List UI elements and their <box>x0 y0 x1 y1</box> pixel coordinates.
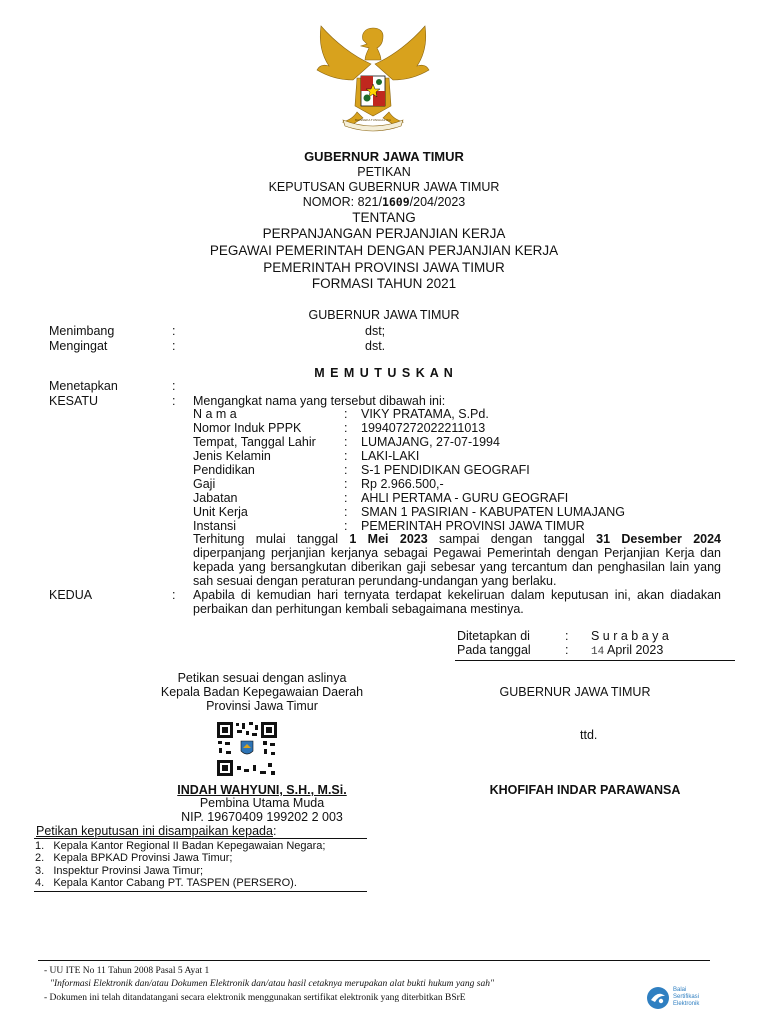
term-paragraph <box>193 532 721 546</box>
place-label: Ditetapkan di <box>457 629 530 643</box>
doc-type: PETIKAN <box>357 165 411 179</box>
distribution-heading-colon: : <box>272 824 277 838</box>
field-colon: : <box>344 407 348 421</box>
distribution-item: 4. Kepala Kantor Cabang PT. TASPEN (PERSERO). <box>35 877 297 889</box>
date-colon: : <box>565 643 569 657</box>
field-value: AHLI PERTAMA - GURU GEOGRAFI <box>361 491 569 505</box>
field-colon: : <box>344 519 348 533</box>
field-value: LUMAJANG, 27-07-1994 <box>361 435 500 449</box>
qr-code <box>216 721 278 777</box>
menimbang-value: dst; <box>365 324 386 338</box>
garuda-emblem <box>313 20 433 132</box>
distribution-item-text: Inspektur Provinsi Jawa Timur; <box>53 865 204 877</box>
field-value: Rp 2.966.500,- <box>361 477 444 491</box>
signed-mark: ttd. <box>580 728 598 742</box>
menetapkan-label: Menetapkan <box>49 379 118 393</box>
date-month-year: April 2023 <box>607 643 664 657</box>
distribution-bottom-rule <box>34 891 367 892</box>
place-colon: : <box>565 629 569 643</box>
field-value: SMAN 1 PASIRIAN - KABUPATEN LUMAJANG <box>361 505 625 519</box>
field-label: Instansi <box>193 519 237 533</box>
menimbang-label: Menimbang <box>49 324 115 338</box>
copy-note-1: Petikan sesuai dengan aslinya <box>177 671 347 685</box>
copy-note-3: Provinsi Jawa Timur <box>206 699 318 713</box>
bsre-logo-icon <box>646 986 670 1010</box>
field-label: Jabatan <box>193 491 238 505</box>
field-colon: : <box>344 491 348 505</box>
field-colon: : <box>344 505 348 519</box>
date-divider <box>455 660 735 661</box>
field-colon: : <box>344 477 348 491</box>
decree-number-suffix: /204/2023 <box>409 195 466 209</box>
distribution-item: 2. Kepala BPKAD Provinsi Jawa Timur; <box>35 852 233 864</box>
bsre-label-1: Balai <box>673 987 687 993</box>
kedua-label: KEDUA <box>49 588 93 602</box>
field-colon: : <box>344 435 348 449</box>
kedua-text: Apabila di kemudian hari ternyata terdapat kekeliruan dalam keputusan ini, akan diadakan perbaikan dan perhitungan kembali sebagaimana mestinya. <box>193 588 721 616</box>
footer-law: - UU ITE No 11 Tahun 2008 Pasal 5 Ayat 1 <box>44 966 210 976</box>
field-value: 199407272022211013 <box>361 421 486 435</box>
subject-line-3: PEMERINTAH PROVINSI JAWA TIMUR <box>263 260 505 275</box>
field-colon: : <box>344 449 348 463</box>
mengingat-colon: : <box>172 339 176 353</box>
subject-line-2: PEGAWAI PEMERINTAH DENGAN PERJANJIAN KERJA <box>209 243 559 258</box>
footer-quote: "Informasi Elektronik dan/atau Dokumen Elektronik dan/atau hasil cetaknya merupakan alat bukti hukum yang sah" <box>50 979 494 989</box>
distribution-item-text: Kepala BPKAD Provinsi Jawa Timur; <box>53 852 233 864</box>
subject-line-1: PERPANJANGAN PERJANJIAN KERJA <box>262 226 506 241</box>
footer-rule <box>38 960 710 961</box>
issuer-title: GUBERNUR JAWA TIMUR <box>304 149 464 164</box>
footer-esign-note: - Dokumen ini telah ditandatangani secara elektronik menggunakan sertifikat elektronik yang diterbitkan BSrE <box>44 993 466 1003</box>
term-text-b: sampai dengan tanggal <box>439 532 585 546</box>
distribution-item-text: Kepala Kantor Cabang PT. TASPEN (PERSERO). <box>53 877 297 889</box>
term-end: 31 Desember 2024 <box>596 532 722 546</box>
field-value: LAKI-LAKI <box>361 449 420 463</box>
bsre-label-2: Sertifikasi <box>673 994 700 1000</box>
term-text-a: Terhitung mulai tanggal <box>193 532 339 546</box>
kesatu-intro: Mengangkat nama yang tersebut dibawah ini: <box>193 394 446 408</box>
field-value: PEMERINTAH PROVINSI JAWA TIMUR <box>361 519 585 533</box>
distribution-heading-text: Petikan keputusan ini disampaikan kepada <box>36 824 273 838</box>
menimbang-colon: : <box>172 324 176 338</box>
right-signer-name: KHOFIFAH INDAR PARAWANSA <box>489 783 681 797</box>
field-label: N a m a <box>193 407 237 421</box>
distribution-heading <box>36 824 276 838</box>
date-value <box>591 643 663 658</box>
left-signer-name: INDAH WAHYUNI, S.H., M.Si. <box>177 783 347 797</box>
about-label: TENTANG <box>352 210 416 225</box>
qr-code-icon <box>216 721 278 777</box>
bsre-label-3: Elektronik <box>673 1001 700 1007</box>
distribution-item-text: Kepala Kantor Regional II Badan Kepegawaian Negara; <box>53 840 326 852</box>
mengingat-value: dst. <box>365 339 386 353</box>
bsre-logo <box>646 983 712 1013</box>
field-value: S-1 PENDIDIKAN GEOGRAFI <box>361 463 530 477</box>
distribution-item: 3. Inspektur Provinsi Jawa Timur; <box>35 865 204 877</box>
emblem-motto: BHINNEKA TUNGGAL IKA <box>354 118 391 122</box>
right-signer-title: GUBERNUR JAWA TIMUR <box>499 685 651 699</box>
distribution-item: 1. Kepala Kantor Regional II Badan Kepegawaian Negara; <box>35 840 326 852</box>
term-rest: diperpanjang perjanjian kerjanya sebagai Pegawai Pemerintah dengan Perjanjian Kerja dan kepada yang bersangkutan diberikan gaji sebesar yang tercantum dan penghasilan lain yang sah sesuai dengan peraturan perundang-undangan yang berlaku. <box>193 546 721 588</box>
distribution-top-rule <box>34 838 367 839</box>
decree-number <box>0 195 768 209</box>
kesatu-label: KESATU <box>49 394 99 408</box>
field-label: Unit Kerja <box>193 505 248 519</box>
menetapkan-colon: : <box>172 379 176 393</box>
field-value: VIKY PRATAMA, S.Pd. <box>361 407 489 421</box>
date-day: 14 <box>591 646 605 658</box>
left-signer-nip: NIP. 19670409 199202 2 003 <box>181 810 343 824</box>
field-label: Gaji <box>193 477 216 491</box>
field-label: Pendidikan <box>193 463 255 477</box>
mengingat-label: Mengingat <box>49 339 108 353</box>
decree-title: KEPUTUSAN GUBERNUR JAWA TIMUR <box>268 180 500 194</box>
decree-number-prefix: NOMOR: 821/ <box>302 195 382 209</box>
term-start: 1 Mei 2023 <box>349 532 428 546</box>
left-signer-rank: Pembina Utama Muda <box>199 796 325 810</box>
field-label: Jenis Kelamin <box>193 449 271 463</box>
copy-note-2: Kepala Badan Kepegawaian Daerah <box>160 685 364 699</box>
subject-line-4: FORMASI TAHUN 2021 <box>311 276 457 291</box>
date-label: Pada tanggal <box>457 643 531 657</box>
authority-line: GUBERNUR JAWA TIMUR <box>308 308 460 322</box>
field-label: Tempat, Tanggal Lahir <box>193 435 316 449</box>
field-label: Nomor Induk PPPK <box>193 421 302 435</box>
place-value: S u r a b a y a <box>591 629 669 643</box>
decision-heading: M E M U T U S K A N <box>314 366 454 380</box>
field-colon: : <box>344 421 348 435</box>
field-colon: : <box>344 463 348 477</box>
garuda-icon <box>313 20 433 132</box>
kesatu-colon: : <box>172 394 176 408</box>
kedua-colon: : <box>172 588 176 602</box>
decree-number-mid: 1609 <box>381 195 410 209</box>
